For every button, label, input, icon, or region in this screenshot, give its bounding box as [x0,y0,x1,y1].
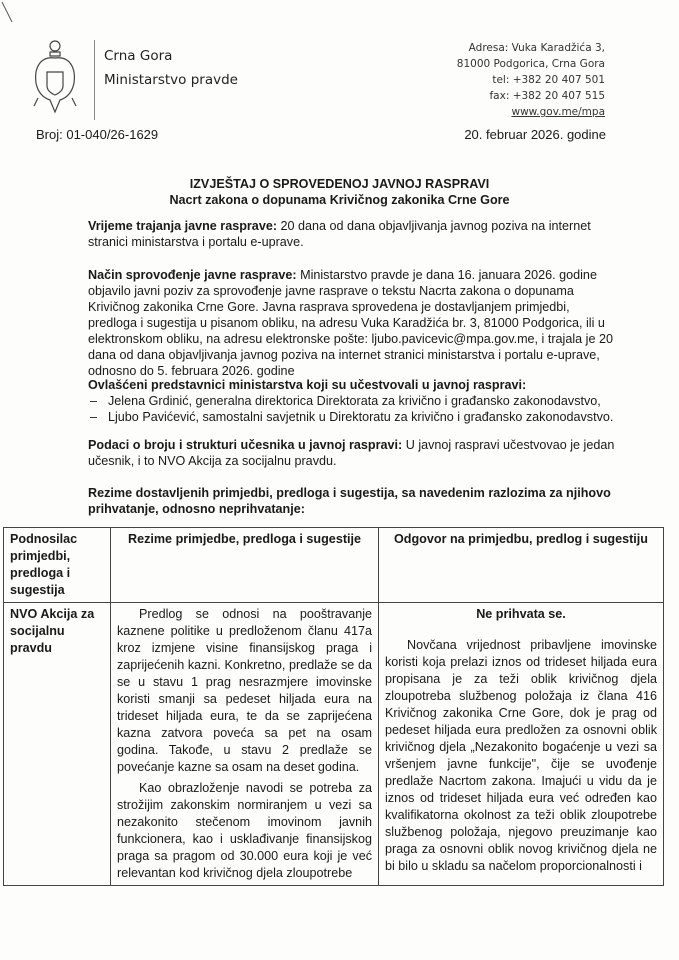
summary-paragraph: Predlog se odnosi na pooštravanje kaznene politike u predloženom članu 417a kroz izmjene visine finansijskog praga i zaprijećenih kazni. Konkretno, predlaže se da se u stavu 1 prag nesrazmjere imovinske koristi smanji sa pedeset hiljada eura na trideset hiljada eura, te da se zaprijećena kazna zatvora poveća sa pet na osam godina. Takođe, u stavu 2 predlaže se povećanje kazne sa osam na deset godina. [117,607,372,774]
representative-item: – Jelena Grdinić, generalna direktorica Direktorata za krivično i građansko zakonodavstvo, [88,393,620,409]
fax: fax: +382 20 407 515 [489,90,605,102]
duration-label: Vrijeme trajanja javne rasprave: [88,219,278,233]
coat-of-arms-icon [30,38,80,118]
method-text: Ministarstvo pravde je dana 16. januara 2026. godine objavilo javni poziv za sprovođenje javne rasprave o tekstu Nacrta zakona o dopunama Krivičnog zakonika Crne Gore. Javna rasprava sprovedena je dostavljanjem primjedbi, predloga i sugestija u pisanom obliku, na adresu Vuka Karadžića br. 3, 81000 Podgorica, ili u elektronskom obliku, na adresu elektronske pošte: ljubo.pavicevic@mpa.gov.me, i trajala je 20 dana od dana objavljivanja javnog poziva na internet stranici ministarstva i portalu e-uprave, odnosno do 5. februara 2026. godine [88,268,613,378]
summary-cell [111,603,379,886]
document-date: 20. februar 2026. godine [464,127,606,142]
table-row [4,603,664,886]
representatives-section [88,377,620,425]
header-response: Odgovor na primjedbu, predlog i sugestiju [379,528,664,603]
title-sub: Nacrt zakona o dopunama Krivičnog zakonika Crne Gore [169,193,510,207]
scan-mark [0,0,20,40]
duration-section [88,218,620,250]
contact-block [457,40,605,120]
participants-label: Podaci o broju i strukturi učesnika u javnoj raspravi: [88,438,403,452]
response-cell [379,603,664,886]
ministry-name: Ministarstvo pravde [104,72,238,88]
representatives-label: Ovlašćeni predstavnici ministarstva koji su učestvovali u javnoj raspravi: [88,378,527,392]
phone: tel: +382 20 407 501 [492,74,605,86]
verdict: Ne prihvata se. [476,607,566,621]
address-line: 81000 Podgorica, Crna Gora [456,58,605,70]
reference-number: Broj: 01-040/26-1629 [36,127,159,142]
method-label: Način sprovođenje javne rasprave: [88,268,297,282]
header-submitter: Podnosilac primjedbi, predloga i sugestija [4,528,111,603]
participants-text: U javnoj raspravi učestvovao je jedan učesnik, i to NVO Akcija za socijalnu pravdu. [88,438,615,468]
document-title [0,176,679,208]
participants-section [88,437,620,469]
country-name: Crna Gora [104,48,173,64]
title-main: IZVJEŠTAJ O SPROVEDENOJ JAVNOJ RASPRAVI [189,177,490,191]
duration-text: 20 dana od dana objavljivanja javnog poziva na internet stranici ministarstva i portalu e-uprave. [88,219,591,249]
header-summary: Rezime primjedbe, predloga i sugestije [111,528,379,603]
submitter-cell: NVO Akcija za socijalnu pravdu [4,603,111,886]
table-header-row [4,528,664,603]
address-line: Adresa: Vuka Karadžića 3, [468,42,605,54]
comments-table [3,527,664,886]
response-paragraph: Novčana vrijednost pribavljene imovinske koristi koja prelazi iznos od trideset hiljada eura propisana je za teži oblik krivičnog djela zloupotreba službenog položaja iz člana 416 Krivičnog zakonika Crne Gore, dok je prag od pedeset hiljada eura predložen za osnovni oblik krivičnog djela „Nezakonito bogaćenje u vezi sa vršenjem javne funkcije", čije se uvođenje predlaže Nacrtom zakona. Imajući u vidu da je iznos od trideset hiljada eura već određen kao kvalifikatorna okolnost za teži oblik zloupotrebe službenog položaja, njegovo preuzimanje kao praga za osnovni oblik novog krivičnog djela ne bi bilo u skladu sa načelom proporcionalnosti i [385,638,657,873]
header-divider [94,40,95,120]
representative-item: – Ljubo Pavićević, samostalni savjetnik u Direktoratu za krivično i građansko zakonodavstvo. [88,409,620,425]
summary-paragraph: Kao obrazloženje navodi se potreba za strožijim zakonskim normiranjem u vezi sa nezakonito stečenom imovinom javnih funkcionera, kao i usklađivanje finansijskog praga sa pragom od 30.000 eura koji je već relevantan kod krivičnog djela zloupotrebe [117,781,372,880]
method-section [88,267,620,379]
website-link[interactable]: www.gov.me/mpa [511,106,605,118]
summary-heading: Rezime dostavljenih primjedbi, predloga i sugestija, sa navedenim razlozima za njihovo prihvatanje, odnosno neprihvatanje: [88,486,611,516]
